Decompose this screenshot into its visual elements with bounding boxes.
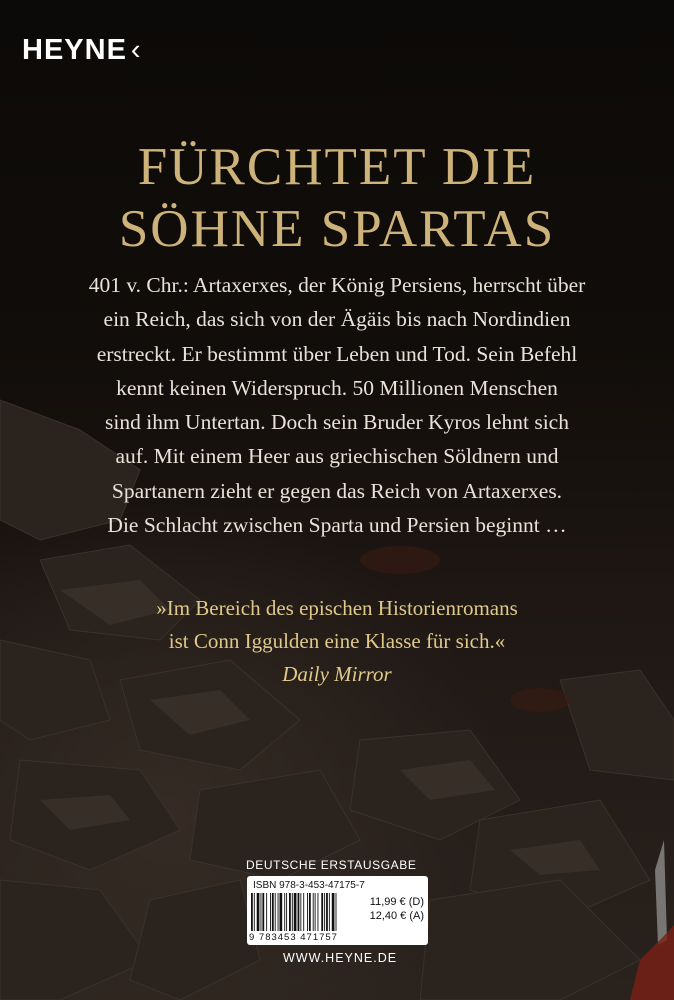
isbn-text: ISBN 978-3-453-47175-7 <box>253 880 365 891</box>
headline-line-1: FÜRCHTET DIE <box>137 138 537 196</box>
headline-line-2: SÖHNE SPARTAS <box>118 200 556 258</box>
price-at: 12,40 € (A) <box>369 910 424 922</box>
publisher-mark-icon: ‹ <box>130 34 142 66</box>
blurb-line: kennt keinen Widerspruch. 50 Millionen Menschen <box>116 375 558 400</box>
blurb-line: Spartanern zieht er gegen das Reich von Artaxerxes. <box>111 478 563 503</box>
headline <box>0 136 674 260</box>
blurb-line: auf. Mit einem Heer aus griechischen Söldnern und <box>115 444 559 469</box>
blurb-line: 401 v. Chr.: Artaxerxes, der König Persiens, herrscht über <box>88 273 586 297</box>
barcode-digits: 9 783453 471757 <box>249 932 338 943</box>
blurb-text <box>30 268 644 542</box>
quote-source: Daily Mirror <box>282 662 392 686</box>
publisher-logo <box>22 34 142 67</box>
edition-label: DEUTSCHE ERSTAUSGABE <box>246 858 417 872</box>
blurb-line: sind ihm Untertan. Doch sein Bruder Kyros lehnt sich <box>105 410 569 435</box>
quote-line-2: ist Conn Iggulden eine Klasse für sich.« <box>168 629 506 653</box>
blurb-line: erstreckt. Er bestimmt über Leben und Tod. Sein Befehl <box>96 341 578 366</box>
barcode-icon <box>251 893 363 933</box>
publisher-name: HEYNE <box>22 34 127 66</box>
blurb-line: Die Schlacht zwischen Sparta und Persien beginnt … <box>107 513 567 538</box>
website-url: WWW.HEYNE.DE <box>283 951 398 965</box>
barcode-box <box>247 876 428 945</box>
quote-line-1: »Im Bereich des epischen Historienromans <box>156 596 518 620</box>
press-quote <box>0 592 674 691</box>
blurb-line: ein Reich, das sich von der Ägäis bis nach Nordindien <box>103 307 571 332</box>
price-de: 11,99 € (D) <box>369 896 424 908</box>
